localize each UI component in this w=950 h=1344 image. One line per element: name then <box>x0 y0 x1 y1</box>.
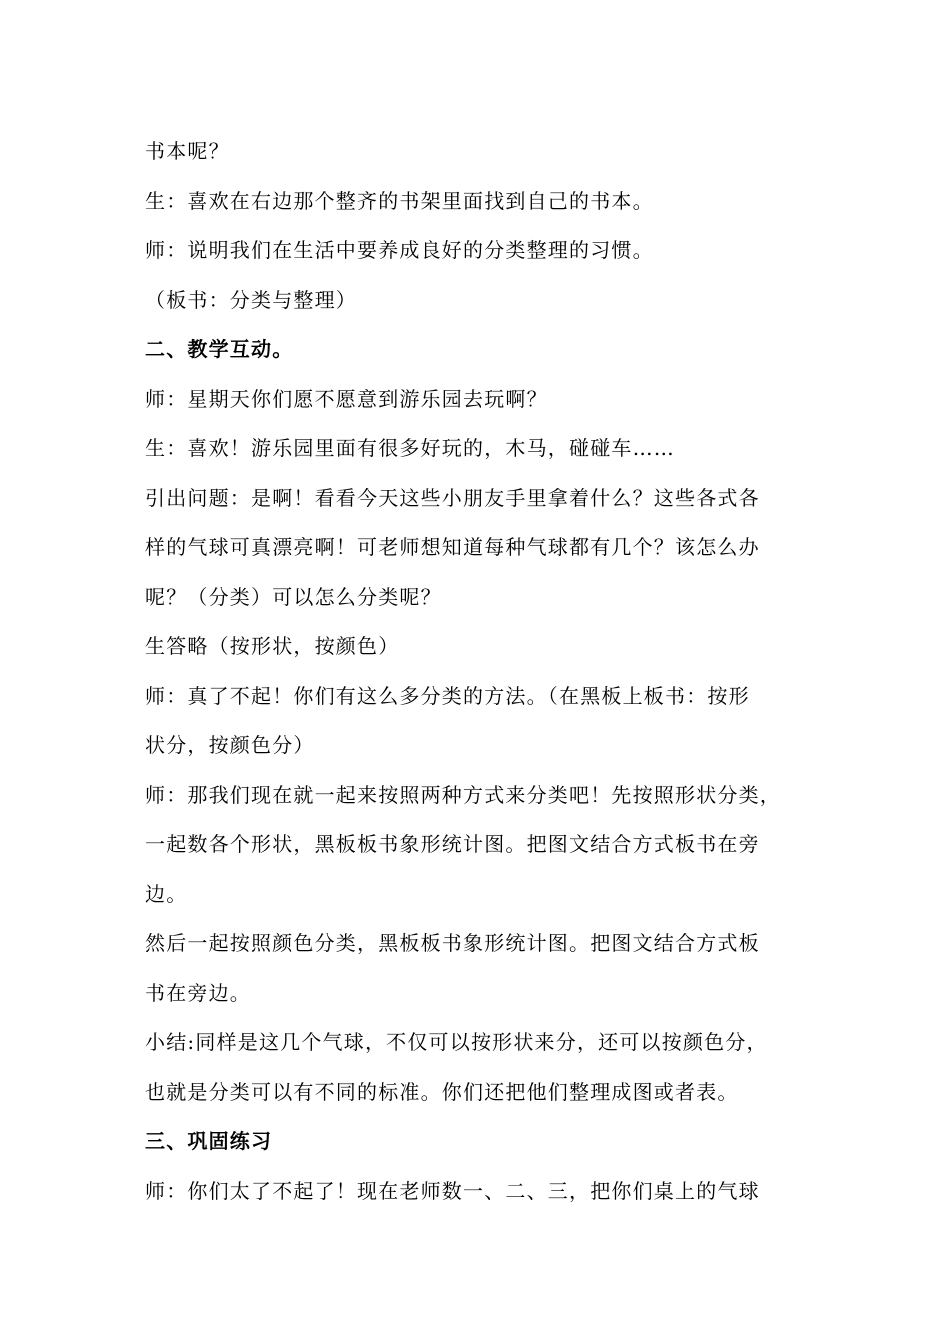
text-line: 引出问题：是啊！看看今天这些小朋友手里拿着什么？这些各式各 <box>145 485 760 510</box>
text-line: 样的气球可真漂亮啊！可老师想知道每种气球都有几个？该怎么办 <box>145 535 760 559</box>
text-line: 师：那我们现在就一起来按照两种方式来分类吧！先按照形状分类， <box>145 782 781 807</box>
document-page <box>145 127 845 1216</box>
text-line: 生：喜欢！游乐园里面有很多好玩的，木马，碰碰车…… <box>145 436 675 460</box>
text-line: 边。 <box>145 881 188 906</box>
text-line: 师：说明我们在生活中要养成良好的分类整理的习惯。 <box>145 238 654 262</box>
text-line: 状分，按颜色分） <box>145 733 315 757</box>
text-line: 呢？（分类）可以怎么分类呢？ <box>145 584 442 609</box>
text-line: 也就是分类可以有不同的标准。你们还把他们整理成图或者表。 <box>145 1079 739 1104</box>
text-line: 书本呢？ <box>145 139 230 163</box>
text-line: 师：你们太了不起了！现在老师数一、二、三，把你们桌上的气球 <box>145 1178 760 1203</box>
text-line: 小结:同样是这几个气球，不仅可以按形状来分，还可以按颜色分， <box>145 1030 768 1054</box>
text-line: 书在旁边。 <box>145 980 251 1005</box>
section-heading: 三、巩固练习 <box>145 1129 273 1153</box>
text-line: 师：星期天你们愿不愿意到游乐园去玩啊？ <box>145 386 548 411</box>
text-line: 然后一起按照颜色分类，黑板板书象形统计图。把图文结合方式板 <box>145 931 760 955</box>
text-line: 生答略（按形状，按颜色） <box>145 634 400 658</box>
text-line: 一起数各个形状，黑板板书象形统计图。把图文结合方式板书在旁 <box>145 832 760 856</box>
text-line: 生：喜欢在右边那个整齐的书架里面找到自己的书本。 <box>145 188 654 213</box>
section-heading: 二、教学互动。 <box>145 337 294 361</box>
text-line: （板书：分类与整理） <box>145 287 357 312</box>
text-line: 师：真了不起！你们有这么多分类的方法。（在黑板上板书：按形 <box>145 683 750 708</box>
